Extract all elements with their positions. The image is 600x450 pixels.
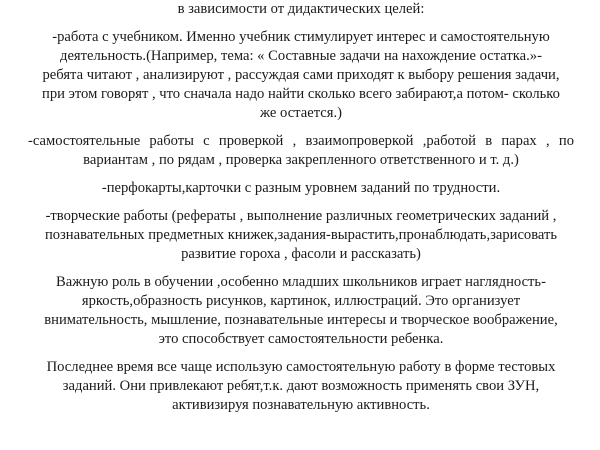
text-line: при этом говорят , что сначала надо найти сколько всего забирают,а потом- сколько [42, 86, 560, 102]
paragraph-textbook-work [28, 28, 574, 123]
text-line: в зависимости от дидактических целей: [177, 1, 425, 17]
paragraph-didactic-goals [28, 0, 574, 19]
text-line: -перфокарты,карточки с разным уровнем заданий по трудности. [101, 180, 501, 196]
paragraph-creative-work [28, 207, 574, 264]
text-line: познавательных предметных книжек,задания-вырастить,пронаблюдать,зарисовать [44, 227, 558, 243]
text-line: Важную роль в обучении ,особенно младших школьников играет наглядность- [56, 274, 546, 290]
slide-body [28, 0, 574, 415]
text-line: яркость,образность рисунков, картинок, иллюстраций. Это организует [81, 293, 521, 309]
text-line: Последнее время все чаще использую самостоятельную работу в форме тестовых [46, 359, 556, 375]
text-line: заданий. Они привлекают ребят,т.к. дают возможность применять свои ЗУН, [62, 378, 540, 394]
text-line: вариантам , по рядам , проверка закрепленного ответственного и т. д.) [83, 152, 519, 168]
paragraph-independent-work [28, 132, 574, 170]
text-line: активизируя познавательную активность. [172, 397, 430, 413]
text-line: это способствует самостоятельности ребенка. [158, 331, 444, 347]
paragraph-tests [28, 358, 574, 415]
text-line: -творческие работы (рефераты , выполнение различных геометрических заданий , [45, 208, 557, 224]
text-line: -работа с учебником. Именно учебник стимулирует интерес и самостоятельную [52, 29, 550, 45]
text-line: же остается.) [260, 105, 342, 121]
text-line: -самостоятельные работы с проверкой , взаимопроверкой ,работой в парах , по [28, 133, 574, 149]
text-line: деятельность.(Например, тема: « Составные задачи на нахождение остатка.»- [60, 48, 542, 64]
text-line: ребята читают , анализируют , рассуждая сами приходят к выбору решения задачи, [42, 67, 560, 83]
paragraph-punch-cards [28, 179, 574, 198]
paragraph-visualization [28, 273, 574, 349]
text-line: развитие гороха , фасоли и рассказать) [181, 246, 421, 262]
text-line: внимательность, мышление, познавательные интересы и творческое воображение, [44, 312, 558, 328]
